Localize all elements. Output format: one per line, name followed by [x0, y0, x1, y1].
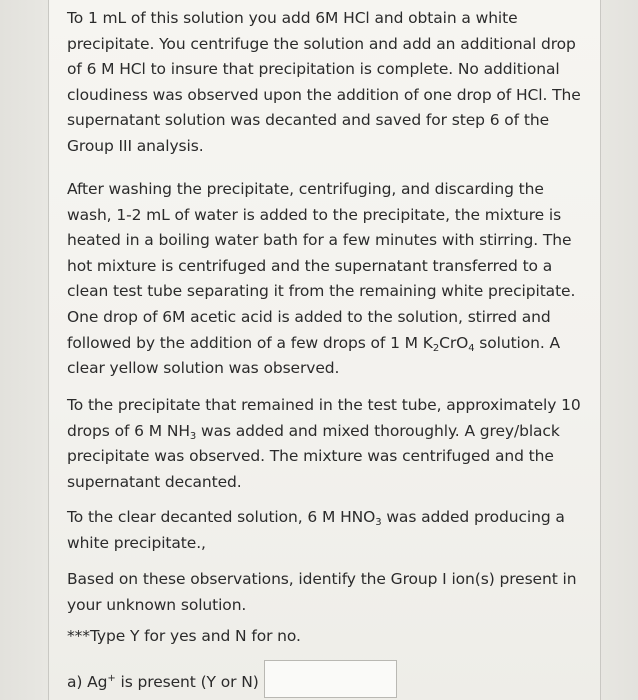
paragraph-3-text-a: To the precipitate that remained in the test tube, approximately 10 drops of 6 M NH — [67, 396, 581, 440]
subscript-hno3: 3 — [375, 517, 382, 528]
subscript-k2: 2 — [432, 342, 440, 354]
superscript-plus: + — [107, 673, 116, 684]
paragraph-hcl-precipitation: To 1 mL of this solution you add 6M HCl and obtain a white precipitate. You centrifuge the solution and add an additional drop of 6 M HCl to insure that precipitation is complete. No additional cloudiness was observed upon the addition of one drop of HCl. The supernatant solution was decanted and saved for step 6 of the Group III analysis. — [67, 9, 581, 155]
paragraph-hot-water-chromate — [67, 177, 587, 382]
paragraph-instructions — [67, 624, 301, 650]
paragraph-identify-ions: Based on these observations, identify the Group I ion(s) present in your unknown solution. — [67, 570, 577, 614]
paragraph-2-text-a: After washing the precipitate, centrifuging, and discarding the wash, 1-2 mL of water is added to the precipitate, the mixture is heated in a boiling water bath for a few minutes with stirring. The hot mixture is centrifuged and the supernatant transferred to a clean test tube separating it from the remaining white precipitate. One drop of 6M acetic acid is added to the solution, stirred and followed by the addition of a few drops of 1 M K — [67, 180, 576, 352]
paragraph-3-text-b: was added and mixed thoroughly. A grey/black precipitate was observed. The mixture was centrifuged and the supernatant decanted. — [67, 421, 560, 491]
question-card — [48, 0, 601, 700]
instruction-text: Type Y for yes and N for no. — [89, 627, 301, 645]
question-label-silver — [67, 670, 259, 696]
subscript-cro4: 4 — [468, 342, 475, 354]
subscript-nh3: 3 — [189, 430, 197, 442]
question-a-text-b: is present (Y or N) — [115, 673, 259, 691]
paragraph-4-text-b: was added producing a white precipitate., — [67, 508, 565, 552]
instruction-stars: *** — [67, 627, 90, 645]
paragraph-ammonia — [67, 393, 587, 495]
question-a-text-a: a) Ag — [67, 673, 108, 691]
paragraph-2-text-b: CrO — [439, 333, 469, 352]
silver-answer-input[interactable] — [264, 660, 397, 698]
paragraph-nitric-acid — [67, 505, 587, 556]
paragraph-2-text-c: solution. A clear yellow solution was observed. — [67, 333, 561, 378]
paragraph-4-text-a: To the clear decanted solution, 6 M HNO — [67, 508, 376, 526]
